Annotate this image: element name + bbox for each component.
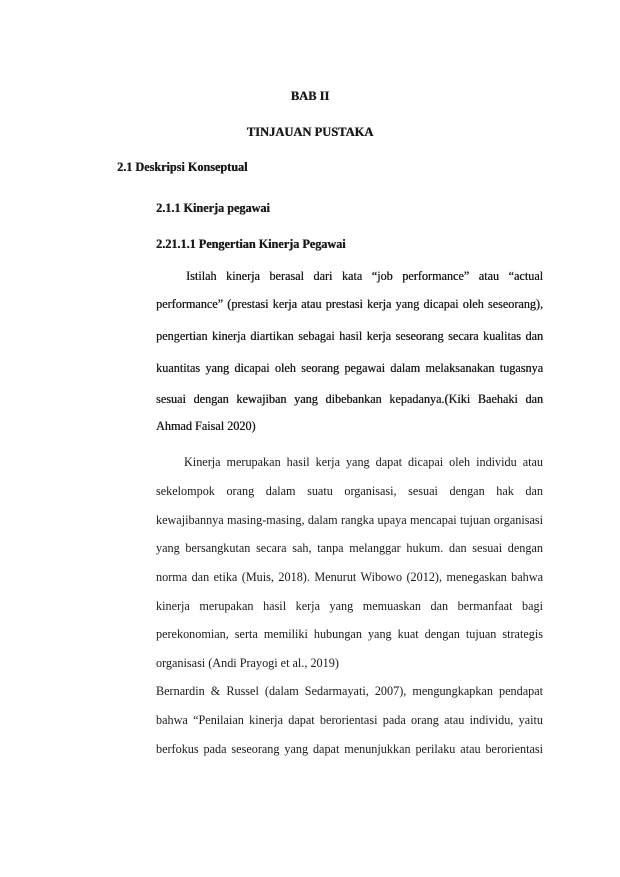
paragraph-line: sekelompok orang dalam suatu organisasi, sesuai dengan hak dan: [156, 484, 543, 498]
paragraph-line: bahwa “Penilaian kinerja dapat berorientasi pada orang atau individu, yaitu: [156, 713, 543, 727]
paragraph-line: kuantitas yang dicapai oleh seorang pegawai dalam melaksanakan tugasnya: [156, 361, 543, 375]
paragraph-line: yang bersangkutan secara sah, tanpa melanggar hukum. dan sesuai dengan: [156, 541, 543, 555]
paragraph-line: berfokus pada seseorang yang dapat menunjukkan perilaku atau berorientasi: [156, 742, 543, 756]
paragraph-line: sesuai dengan kewajiban yang dibebankan kepadanya.(Kiki Baehaki dan: [156, 392, 543, 406]
paragraph-line: Bernardin & Russel (dalam Sedarmayati, 2007), mengungkapkan pendapat: [156, 684, 543, 698]
paragraph-line: perekonomian, serta memiliki hubungan yang kuat dengan tujuan strategis: [156, 627, 543, 641]
chapter-number: BAB II: [290, 89, 330, 103]
subsection-heading: 2.1.1 Kinerja pegawai: [156, 201, 270, 215]
paragraph-line: Kinerja merupakan hasil kerja yang dapat dicapai oleh individu atau: [184, 455, 543, 469]
chapter-title: TINJAUAN PUSTAKA: [246, 125, 374, 139]
paragraph-line: kinerja merupakan hasil kerja yang memuaskan dan bermanfaat bagi: [156, 599, 543, 613]
section-heading: 2.1 Deskripsi Konseptual: [117, 160, 248, 174]
paragraph-line: performance” (prestasi kerja atau prestasi kerja yang dicapai oleh seseorang),: [156, 297, 543, 311]
paragraph-line: norma dan etika (Muis, 2018). Menurut Wibowo (2012), menegaskan bahwa: [156, 570, 543, 584]
paragraph-line: pengertian kinerja diartikan sebagai hasil kerja seseorang secara kualitas dan: [156, 329, 543, 343]
paragraph-line: Istilah kinerja berasal dari kata “job performance” atau “actual: [186, 269, 543, 283]
subsubsection-heading: 2.21.1.1 Pengertian Kinerja Pegawai: [156, 237, 346, 251]
paragraph-line: organisasi (Andi Prayogi et al., 2019): [156, 656, 339, 670]
paragraph-line: kewajibannya masing-masing, dalam rangka upaya mencapai tujuan organisasi: [156, 513, 543, 527]
paragraph-line: Ahmad Faisal 2020): [156, 419, 256, 433]
